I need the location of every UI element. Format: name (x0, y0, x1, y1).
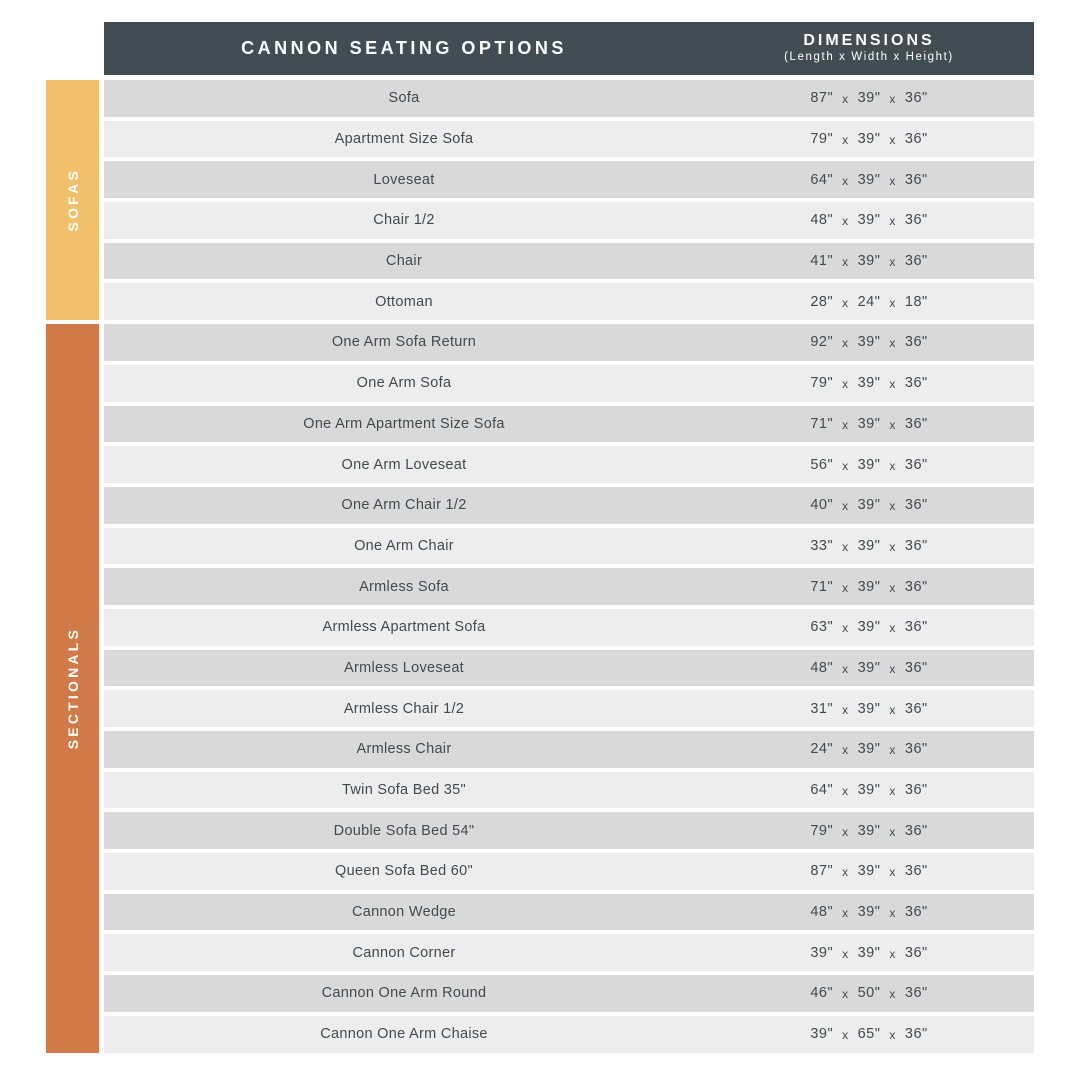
sidebar-sectionals (46, 324, 99, 1052)
table-row (104, 121, 1034, 158)
item-name: One Arm Loveseat (341, 456, 467, 473)
table-row (104, 283, 1034, 320)
width-value: 39" (857, 212, 881, 229)
table-row (104, 528, 1034, 565)
item-name: Armless Sofa (359, 578, 449, 595)
dimension-separator: x (889, 946, 896, 961)
dimension-separator: x (889, 255, 896, 270)
item-name: Cannon One Arm Chaise (320, 1026, 488, 1043)
sidebar-sofas (46, 80, 99, 320)
width-value: 39" (857, 415, 881, 432)
table-row (104, 1016, 1034, 1053)
height-value: 36" (904, 171, 928, 188)
length-value: 46" (810, 985, 834, 1002)
item-dimensions (704, 243, 1034, 280)
dimension-separator: x (842, 824, 849, 839)
dimension-separator: x (842, 458, 849, 473)
table-row (104, 446, 1034, 483)
item-dimensions (704, 650, 1034, 687)
dimension-separator: x (842, 295, 849, 310)
item-dimensions (704, 1016, 1034, 1053)
dimension-separator: x (842, 539, 849, 554)
section-rows (104, 324, 1034, 1052)
dimension-separator: x (889, 458, 896, 473)
width-value: 39" (857, 334, 881, 351)
table-row (104, 243, 1034, 280)
height-value: 36" (904, 619, 928, 636)
width-value: 39" (857, 741, 881, 758)
table-row (104, 80, 1034, 117)
table-header-left (104, 22, 704, 75)
height-value: 36" (904, 90, 928, 107)
item-dimensions (704, 772, 1034, 809)
dimension-separator: x (889, 865, 896, 880)
width-value: 39" (857, 904, 881, 921)
height-value: 36" (904, 904, 928, 921)
height-value: 36" (904, 334, 928, 351)
dimension-separator: x (842, 987, 849, 1002)
item-name: One Arm Chair (354, 537, 454, 554)
item-name: Chair 1/2 (373, 212, 435, 229)
table-row (104, 690, 1034, 727)
height-value: 36" (904, 415, 928, 432)
width-value: 39" (857, 497, 881, 514)
dimension-separator: x (842, 743, 849, 758)
item-dimensions (704, 853, 1034, 890)
dimension-separator: x (889, 499, 896, 514)
table-row (104, 161, 1034, 198)
item-dimensions (704, 487, 1034, 524)
item-name: Loveseat (373, 171, 435, 188)
width-value: 39" (857, 619, 881, 636)
item-name: Armless Chair 1/2 (343, 700, 465, 717)
dimension-separator: x (842, 417, 849, 432)
item-name: Armless Apartment Sofa (322, 619, 486, 636)
dimension-separator: x (842, 499, 849, 514)
dimension-separator: x (842, 336, 849, 351)
height-value: 36" (904, 131, 928, 148)
length-value: 79" (810, 822, 834, 839)
length-value: 71" (810, 578, 834, 595)
table-row (104, 731, 1034, 768)
item-name: Chair (385, 253, 423, 270)
table-row (104, 487, 1034, 524)
table-row (104, 934, 1034, 971)
dimension-separator: x (842, 946, 849, 961)
dimension-separator: x (842, 255, 849, 270)
height-value: 36" (904, 700, 928, 717)
item-name: Double Sofa Bed 54" (333, 822, 475, 839)
item-dimensions (704, 324, 1034, 361)
item-name: One Arm Sofa (356, 375, 452, 392)
width-value: 39" (857, 659, 881, 676)
section-sectionals (46, 324, 1034, 1052)
width-value: 39" (857, 171, 881, 188)
table-row (104, 975, 1034, 1012)
length-value: 48" (810, 212, 834, 229)
width-value: 39" (857, 537, 881, 554)
height-value: 36" (904, 782, 928, 799)
item-name: Ottoman (375, 293, 433, 310)
dimension-separator: x (842, 133, 849, 148)
table-row (104, 568, 1034, 605)
table-row (104, 365, 1034, 402)
dimension-separator: x (842, 621, 849, 636)
section-sofas (46, 80, 1034, 320)
dimension-separator: x (842, 377, 849, 392)
length-value: 87" (810, 90, 834, 107)
height-value: 36" (904, 741, 928, 758)
table-row (104, 406, 1034, 443)
length-value: 63" (810, 619, 834, 636)
length-value: 71" (810, 415, 834, 432)
dimension-separator: x (842, 214, 849, 229)
height-value: 36" (904, 578, 928, 595)
table-header (104, 22, 1034, 75)
length-value: 33" (810, 537, 834, 554)
item-name: Cannon Corner (352, 944, 456, 961)
length-value: 92" (810, 334, 834, 351)
dimensions-column-subtitle: (Length x Width x Height) (784, 50, 954, 63)
dimension-separator: x (889, 906, 896, 921)
height-value: 36" (904, 822, 928, 839)
height-value: 36" (904, 537, 928, 554)
table-row (104, 609, 1034, 646)
height-value: 18" (904, 293, 928, 310)
table-header-right (704, 22, 1034, 75)
table-row (104, 772, 1034, 809)
table-title: CANNON SEATING OPTIONS (241, 38, 567, 58)
length-value: 79" (810, 375, 834, 392)
item-dimensions (704, 894, 1034, 931)
item-name: Armless Loveseat (343, 659, 465, 676)
dimension-separator: x (889, 173, 896, 188)
item-dimensions (704, 161, 1034, 198)
dimension-separator: x (842, 906, 849, 921)
dimension-separator: x (889, 336, 896, 351)
dimension-separator: x (842, 580, 849, 595)
dimension-separator: x (842, 1028, 849, 1043)
height-value: 36" (904, 1026, 928, 1043)
height-value: 36" (904, 659, 928, 676)
item-dimensions (704, 731, 1034, 768)
width-value: 39" (857, 863, 881, 880)
length-value: 48" (810, 904, 834, 921)
table-body (46, 80, 1034, 1053)
item-dimensions (704, 121, 1034, 158)
item-dimensions (704, 406, 1034, 443)
dimension-separator: x (842, 173, 849, 188)
dimension-separator: x (889, 580, 896, 595)
width-value: 39" (857, 253, 881, 270)
sidebar-label: SECTIONALS (64, 627, 81, 750)
dimension-separator: x (889, 1028, 896, 1043)
length-value: 79" (810, 131, 834, 148)
height-value: 36" (904, 985, 928, 1002)
height-value: 36" (904, 863, 928, 880)
height-value: 36" (904, 253, 928, 270)
height-value: 36" (904, 944, 928, 961)
dimension-separator: x (889, 295, 896, 310)
item-name: One Arm Apartment Size Sofa (303, 415, 505, 432)
item-name: Twin Sofa Bed 35" (342, 782, 466, 799)
item-dimensions (704, 365, 1034, 402)
length-value: 39" (810, 944, 834, 961)
dimension-separator: x (889, 417, 896, 432)
section-rows (104, 80, 1034, 320)
dimension-separator: x (842, 92, 849, 107)
item-name: Sofa (388, 90, 420, 107)
dimension-separator: x (842, 702, 849, 717)
item-name: One Arm Chair 1/2 (341, 497, 467, 514)
length-value: 40" (810, 497, 834, 514)
length-value: 56" (810, 456, 834, 473)
table-row (104, 853, 1034, 890)
table-row (104, 202, 1034, 239)
dimension-separator: x (889, 621, 896, 636)
dimension-separator: x (889, 784, 896, 799)
item-name: Queen Sofa Bed 60" (335, 863, 473, 880)
width-value: 39" (857, 131, 881, 148)
height-value: 36" (904, 456, 928, 473)
item-dimensions (704, 568, 1034, 605)
width-value: 39" (857, 700, 881, 717)
item-dimensions (704, 283, 1034, 320)
item-name: Cannon Wedge (351, 904, 457, 921)
length-value: 28" (810, 293, 834, 310)
height-value: 36" (904, 375, 928, 392)
dimension-separator: x (889, 377, 896, 392)
width-value: 50" (857, 985, 881, 1002)
width-value: 39" (857, 944, 881, 961)
item-dimensions (704, 690, 1034, 727)
item-dimensions (704, 202, 1034, 239)
length-value: 87" (810, 863, 834, 880)
width-value: 24" (857, 293, 881, 310)
dimension-separator: x (889, 133, 896, 148)
item-name: Cannon One Arm Round (321, 985, 487, 1002)
width-value: 39" (857, 375, 881, 392)
item-dimensions (704, 812, 1034, 849)
item-dimensions (704, 934, 1034, 971)
table-row (104, 812, 1034, 849)
width-value: 39" (857, 782, 881, 799)
width-value: 39" (857, 578, 881, 595)
height-value: 36" (904, 497, 928, 514)
width-value: 39" (857, 90, 881, 107)
table-row (104, 650, 1034, 687)
dimension-separator: x (889, 661, 896, 676)
length-value: 48" (810, 659, 834, 676)
dimension-separator: x (889, 539, 896, 554)
length-value: 31" (810, 700, 834, 717)
dimension-separator: x (889, 214, 896, 229)
length-value: 64" (810, 171, 834, 188)
dimension-separator: x (889, 824, 896, 839)
width-value: 65" (857, 1026, 881, 1043)
item-dimensions (704, 975, 1034, 1012)
item-dimensions (704, 80, 1034, 117)
dimension-separator: x (842, 865, 849, 880)
table-row (104, 894, 1034, 931)
width-value: 39" (857, 456, 881, 473)
dimension-separator: x (889, 702, 896, 717)
item-dimensions (704, 609, 1034, 646)
dimension-separator: x (889, 92, 896, 107)
sidebar-label: SOFAS (64, 168, 81, 232)
item-name: Armless Chair (356, 741, 452, 758)
length-value: 41" (810, 253, 834, 270)
height-value: 36" (904, 212, 928, 229)
dimension-separator: x (842, 661, 849, 676)
item-name: Apartment Size Sofa (334, 131, 474, 148)
item-name: One Arm Sofa Return (331, 334, 477, 351)
width-value: 39" (857, 822, 881, 839)
table-row (104, 324, 1034, 361)
length-value: 64" (810, 782, 834, 799)
length-value: 39" (810, 1026, 834, 1043)
dimension-separator: x (889, 743, 896, 758)
dimensions-column-title: DIMENSIONS (803, 32, 935, 50)
dimension-separator: x (842, 784, 849, 799)
length-value: 24" (810, 741, 834, 758)
item-dimensions (704, 528, 1034, 565)
item-dimensions (704, 446, 1034, 483)
dimension-separator: x (889, 987, 896, 1002)
